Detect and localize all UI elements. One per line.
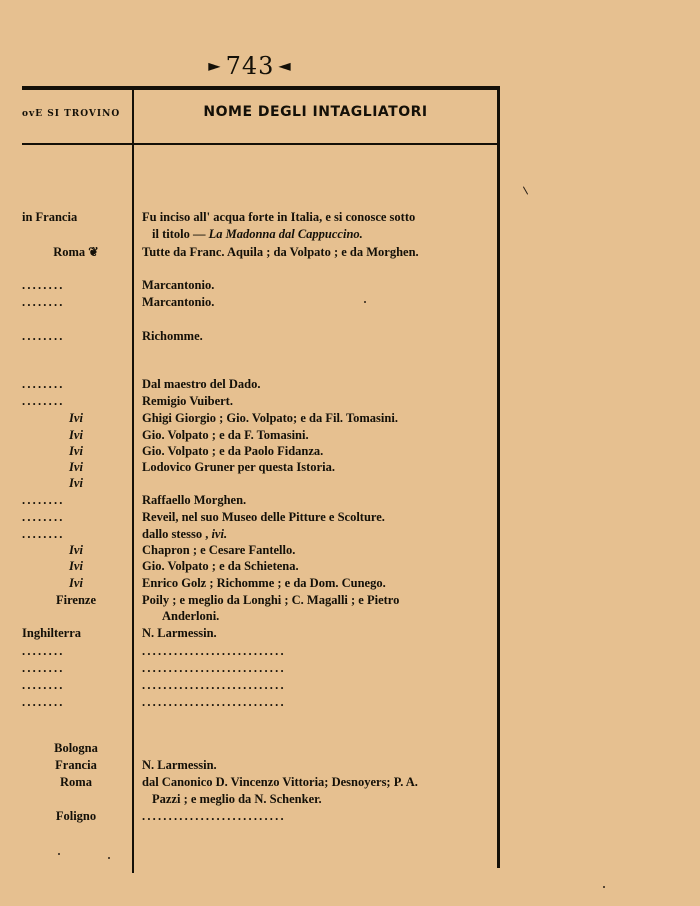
- engraver-cell: Reveil, nel suo Museo delle Pitture e Scolture.: [142, 510, 385, 524]
- table-row: [0, 443, 700, 460]
- location-cell: Roma: [60, 775, 92, 789]
- table-row: [0, 608, 700, 625]
- location-cell: Ivi: [69, 476, 83, 490]
- location-cell: ........: [22, 695, 65, 709]
- table-row: [0, 475, 700, 492]
- engraver-cell: N. Larmessin.: [142, 758, 217, 772]
- location-cell: Francia: [55, 758, 97, 772]
- location-cell: Ivi: [69, 460, 83, 474]
- location-cell: ........: [22, 377, 65, 391]
- top-rule: [22, 86, 500, 90]
- paper-speck: [364, 301, 366, 303]
- table-row: [0, 244, 700, 261]
- engraver-cell: Dal maestro del Dado.: [142, 377, 261, 391]
- right-column-header: NOME DEGLI INTAGLIATORI: [203, 104, 428, 120]
- engraver-cell: Enrico Golz ; Richomme ; e da Dom. Cunego.: [142, 576, 386, 590]
- table-row: [0, 791, 700, 808]
- right-ornament-icon: ◄: [278, 56, 292, 75]
- engraver-cell: Anderloni.: [162, 609, 220, 623]
- table-row: [0, 808, 700, 825]
- location-cell: ........: [22, 278, 65, 292]
- location-cell: in Francia: [22, 210, 78, 224]
- paper-speck: [108, 857, 110, 859]
- engraver-cell: N. Larmessin.: [142, 626, 217, 640]
- location-cell: ........: [22, 644, 65, 658]
- paper-speck: [58, 853, 60, 855]
- engraver-cell: Richomme.: [142, 329, 203, 343]
- page-number-line: [0, 52, 500, 80]
- engraver-italic: ivi.: [211, 527, 228, 541]
- paper-speck: [523, 186, 528, 194]
- engraver-cell: Raffaello Morghen.: [142, 493, 247, 507]
- table-row: [0, 592, 700, 609]
- engraver-cell: Marcantonio.: [142, 278, 215, 292]
- engraver-cell: Ghigi Giorgio ; Gio. Volpato; e da Fil. Tomasini.: [142, 411, 398, 425]
- table-row: [0, 209, 700, 226]
- engraver-cell: Gio. Volpato ; e da Schietena.: [142, 559, 299, 573]
- table-row: [0, 660, 700, 677]
- location-cell: ........: [22, 510, 65, 524]
- engraver-cell: Poily ; e meglio da Longhi ; C. Magalli ; e Pietro: [142, 593, 400, 607]
- table-row: [0, 393, 700, 410]
- table-row: [0, 459, 700, 476]
- location-cell: ........: [22, 394, 65, 408]
- engraver-cell: Marcantonio.: [142, 295, 215, 309]
- engraver-cell: [142, 526, 494, 543]
- location-cell: Foligno: [55, 809, 97, 823]
- engraver-cell: [152, 226, 504, 243]
- table-row: [0, 774, 700, 791]
- location-cell: Roma ❦: [53, 245, 99, 259]
- location-cell: Ivi: [69, 543, 83, 557]
- engraver-cell: Gio. Volpato ; e da Paolo Fidanza.: [142, 444, 324, 458]
- engraver-text: dallo stesso ,: [142, 527, 212, 541]
- engraver-cell: ...........................: [142, 644, 286, 658]
- location-cell: Firenze: [55, 593, 97, 607]
- location-cell: Inghilterra: [22, 626, 82, 640]
- table-row: [0, 410, 700, 427]
- table-row: [0, 740, 700, 757]
- engraver-cell: ...........................: [142, 695, 286, 709]
- table-row: [0, 757, 700, 774]
- location-cell: Bologna: [54, 741, 98, 755]
- table-row: [0, 328, 700, 345]
- table-row: [0, 625, 700, 642]
- table-row: [0, 526, 700, 543]
- location-cell: Ivi: [69, 559, 83, 573]
- engraver-cell: Remigio Vuibert.: [142, 394, 233, 408]
- left-ornament-icon: ►: [208, 56, 222, 75]
- table-row: [0, 575, 700, 592]
- location-cell: ........: [22, 527, 65, 541]
- location-cell: Ivi: [69, 444, 83, 458]
- paper-speck: [603, 886, 605, 888]
- location-cell: Ivi: [69, 576, 83, 590]
- engraver-cell: Pazzi ; e meglio da N. Schenker.: [152, 792, 322, 806]
- table-row: [0, 376, 700, 393]
- table-row: [0, 492, 700, 509]
- table-row: [0, 643, 700, 660]
- engraver-cell: Chapron ; e Cesare Fantello.: [142, 543, 296, 557]
- engraver-title-italic: La Madonna dal Cappuccino.: [208, 227, 363, 241]
- location-cell: ........: [22, 329, 65, 343]
- location-cell: ........: [22, 678, 65, 692]
- location-cell: ........: [22, 661, 65, 675]
- table-row: [0, 509, 700, 526]
- engraver-cell: ...........................: [142, 661, 286, 675]
- table-row: [0, 427, 700, 444]
- engraver-cell: Fu inciso all' acqua forte in Italia, e si conosce sotto: [142, 210, 416, 224]
- table-row: [0, 294, 700, 311]
- header-rule: [22, 143, 500, 145]
- engraver-text: il titolo —: [152, 227, 209, 241]
- location-cell: ........: [22, 295, 65, 309]
- table-row: [0, 694, 700, 711]
- engraver-cell: dal Canonico D. Vincenzo Vittoria; Desnoyers; P. A.: [142, 775, 418, 789]
- location-cell: ........: [22, 493, 65, 507]
- engraver-cell: Tutte da Franc. Aquila ; da Volpato ; e da Morghen.: [142, 245, 419, 259]
- location-cell: Ivi: [69, 411, 83, 425]
- engraver-cell: ...........................: [142, 678, 286, 692]
- left-column-header: ovE SI TROVINO: [22, 109, 121, 119]
- table-row: [0, 677, 700, 694]
- table-row: [0, 542, 700, 559]
- location-cell: Ivi: [69, 428, 83, 442]
- engraver-cell: Gio. Volpato ; e da F. Tomasini.: [142, 428, 309, 442]
- engraver-cell: ...........................: [142, 809, 286, 823]
- engraver-cell: Lodovico Gruner per questa Istoria.: [142, 460, 335, 474]
- table-row: [0, 277, 700, 294]
- table-row: [0, 226, 700, 243]
- page-number: 743: [225, 52, 275, 80]
- table-row: [0, 558, 700, 575]
